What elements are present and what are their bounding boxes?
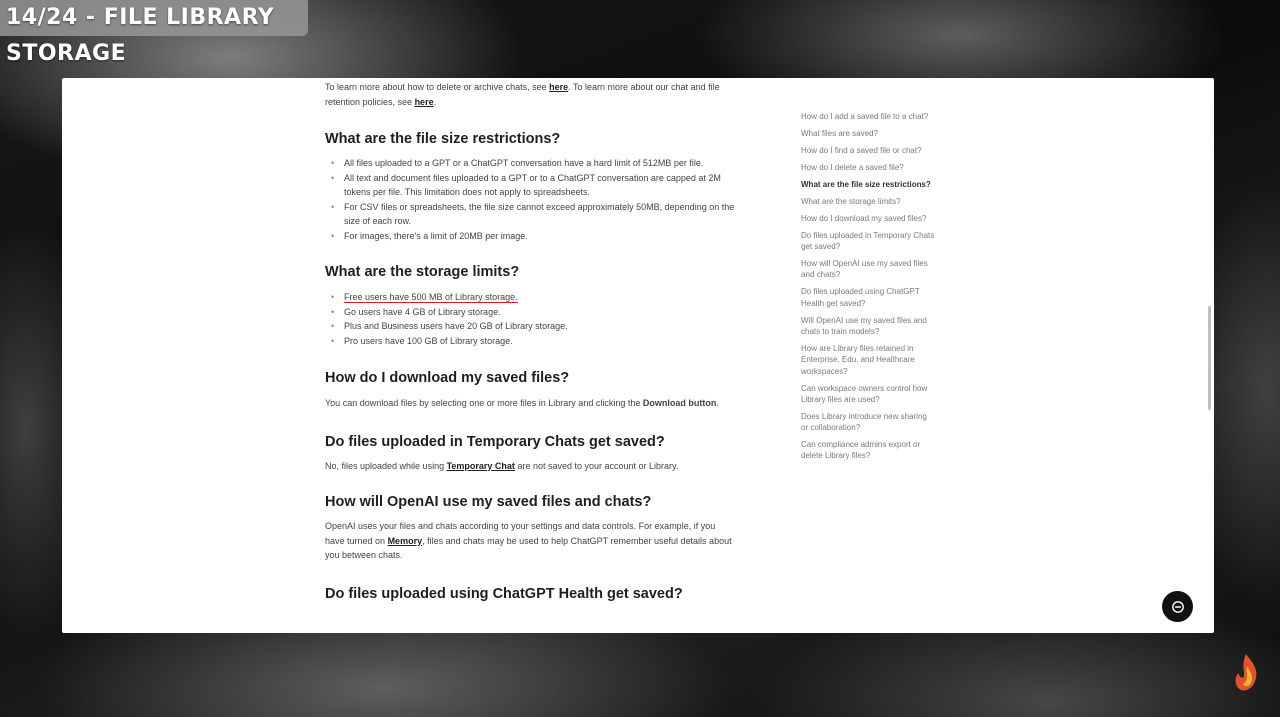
toc-item[interactable]: How do I download my saved files?: [801, 213, 927, 223]
list-file-size: [325, 156, 735, 243]
heading-download: How do I download my saved files?: [325, 370, 570, 386]
heading-storage-limits: What are the storage limits?: [325, 264, 520, 280]
temporary-paragraph: No, files uploaded while using Temporary Chat are not saved to your account or Library.: [325, 460, 679, 471]
toc-item[interactable]: Do files uploaded using ChatGPT Health get saved?: [801, 287, 920, 308]
download-paragraph: You can download files by selecting one or more files in Library and clicking the Download button.: [325, 398, 719, 408]
toc-item[interactable]: Can workspace owners control how Library files are used?: [801, 383, 928, 404]
flame-logo-icon: [1232, 652, 1260, 694]
toc-item[interactable]: Do files uploaded in Temporary Chats get saved?: [801, 230, 935, 252]
heading-file-size: What are the file size restrictions?: [325, 131, 561, 147]
list-item: • All text and document files uploaded to a GPT or to a ChatGPT conversation are capped at 2M tokens per file. This limitation does not apply to spreadsheets.: [325, 171, 735, 200]
toc-item[interactable]: Can compliance admins export or delete Library files?: [801, 440, 921, 461]
list-item: • For images, there's a limit of 20MB per image.: [325, 229, 735, 244]
list-item: • Pro users have 100 GB of Library storage.: [325, 334, 735, 349]
list-item-free-storage: [325, 290, 735, 305]
list-storage-limits: [325, 290, 735, 348]
delete-archive-link[interactable]: here: [549, 82, 569, 92]
toc-item[interactable]: What files are saved?: [801, 128, 878, 138]
toc-item[interactable]: Does Library introduce new sharing or collaboration?: [801, 411, 927, 433]
toc-item[interactable]: Will OpenAI use my saved files and chats to train models?: [801, 315, 927, 337]
heading-chatgpt-health: Do files uploaded using ChatGPT Health get saved?: [325, 585, 683, 602]
chat-support-button[interactable]: [1162, 591, 1193, 622]
chat-bubble-icon: [1171, 600, 1185, 614]
table-of-contents: [801, 111, 936, 467]
list-item: • All files uploaded to a GPT or a ChatGPT conversation have a hard limit of 512MB per file.: [325, 156, 735, 171]
highlighted-free-storage: Free users have 500 MB of Library storage.: [344, 292, 518, 302]
toc-item[interactable]: How do I delete a saved file?: [801, 162, 904, 172]
openai-use-paragraph: OpenAI uses your files and chats according to your settings and data controls. For example, if you have turned on Memory, files and chats may be used to help ChatGPT remember useful details about you between chats.: [325, 521, 732, 560]
vertical-scrollbar[interactable]: [1208, 306, 1211, 410]
download-button-mention: Download button: [642, 398, 717, 408]
toc-item-active[interactable]: What are the file size restrictions?: [801, 179, 931, 189]
toc-item[interactable]: What are the storage limits?: [801, 196, 901, 206]
article-content: [325, 78, 735, 603]
memory-link[interactable]: Memory: [387, 535, 423, 546]
list-item: • Go users have 4 GB of Library storage.: [325, 305, 735, 320]
toc-item[interactable]: How will OpenAI use my saved files and chats?: [801, 259, 928, 280]
list-item: • Plus and Business users have 20 GB of Library storage.: [325, 319, 735, 334]
heading-openai-use: How will OpenAI use my saved files and chats?: [325, 494, 652, 510]
overlay-title-badge: 14/24 - FILE LIBRARY STORAGE: [0, 0, 308, 36]
toc-item[interactable]: How are Library files retained in Enterprise, Edu, and Healthcare workspaces?: [801, 344, 915, 376]
intro-paragraph: To learn more about how to delete or archive chats, see here. To learn more about our chat and file retention policies, see here.: [325, 82, 720, 107]
help-article-page: [62, 78, 1214, 633]
retention-policy-link[interactable]: here: [414, 96, 434, 107]
toc-item[interactable]: How do I add a saved file to a chat?: [801, 112, 929, 121]
list-item: • For CSV files or spreadsheets, the file size cannot exceed approximately 50MB, depending on the size of each row.: [325, 200, 735, 229]
temporary-chat-link[interactable]: Temporary Chat: [446, 460, 515, 471]
toc-item[interactable]: How do I find a saved file or chat?: [801, 145, 922, 155]
heading-temporary-chats: Do files uploaded in Temporary Chats get saved?: [325, 433, 665, 450]
